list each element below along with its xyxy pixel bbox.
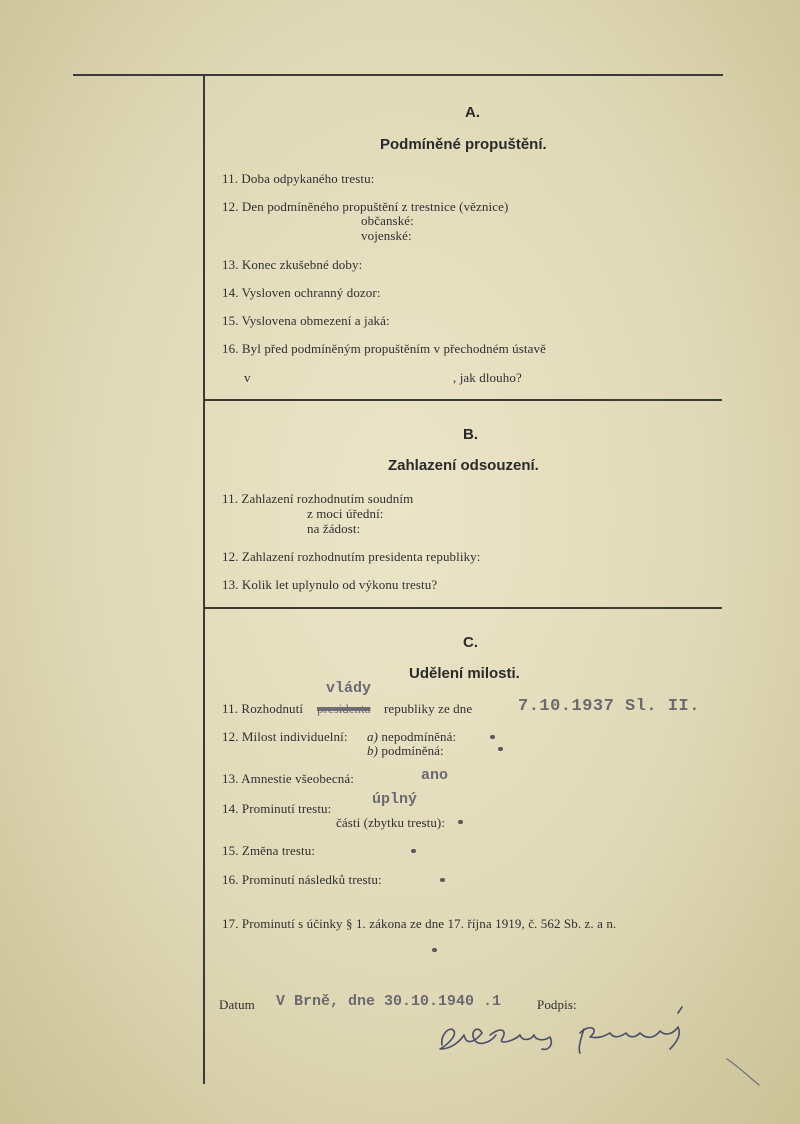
c-item-12-a-marker: a) [367,729,379,744]
c-item-13: 13. Amnestie všeobecná: [222,771,354,786]
c-item-12-a-dash [490,735,495,739]
c-item-17-dash [432,948,437,952]
b-item-11-official: z moci úřední: [307,506,384,521]
a-item-16: 16. Byl před podmíněným propuštěním v přechodném ústavě [222,341,546,356]
rule-a-b [205,399,722,401]
section-a-title: Podmíněné propuštění. [380,136,547,153]
c-item-12-b-label: podmíněná: [381,743,444,758]
c-item-12-b [367,743,444,759]
c-item-14: 14. Prominutí trestu: [222,801,332,816]
c-item-16-dash [440,878,445,882]
c-item-11-typed-above: vlády [326,680,372,697]
c-item-11-prefix: 11. Rozhodnutí [222,701,304,716]
section-c-letter: C. [463,634,478,651]
section-b-letter: B. [463,426,478,443]
rule-b-c [205,607,722,609]
datum-label: Datum [219,997,255,1012]
podpis-label: Podpis: [537,997,577,1012]
c-item-15-dash [411,849,416,853]
b-item-13: 13. Kolik let uplynulo od výkonu trestu? [222,577,438,592]
a-item-16-v: v [244,370,251,385]
section-b-title: Zahlazení odsouzení. [388,457,539,474]
c-item-12-b-dash [498,747,503,751]
a-item-12-civil: občanské: [361,213,414,228]
c-item-12: 12. Milost individuelní: [222,729,348,744]
b-item-12: 12. Zahlazení rozhodnutím presidenta republiky: [222,549,481,564]
a-item-12: 12. Den podmíněného propuštění z trestnice (věznice) [222,199,509,214]
a-item-12-military: vojenské: [361,228,412,243]
c-item-14-value: úplný [372,791,418,808]
c-item-12-a-label: nepodmíněná: [381,729,457,744]
top-rule [73,74,723,76]
c-item-15: 15. Změna trestu: [222,843,316,858]
datum-typed: V Brně, dne 30.10.1940 .1 [276,993,502,1010]
c-item-14-part: části (zbytku trestu): [336,815,446,830]
c-item-11-struck-word: presidenta [317,701,371,716]
c-item-14-dash [458,820,463,824]
a-item-14: 14. Vysloven ochranný dozor: [222,285,381,300]
c-item-12-b-marker: b) [367,743,379,758]
handwritten-signature [430,1005,710,1070]
c-item-11-typed-value: 7.10.1937 Sl. II. [518,697,700,716]
section-a-letter: A. [465,104,480,121]
c-item-17: 17. Prominutí s účinky § 1. zákona ze dne 17. října 1919, č. 562 Sb. z. a n. [222,916,617,931]
b-item-11: 11. Zahlazení rozhodnutím soudním [222,491,414,506]
a-item-13: 13. Konec zkušebné doby: [222,257,363,272]
section-c-title: Udělení milosti. [409,665,520,682]
left-rule [203,76,205,1084]
c-item-11-struck [317,701,370,717]
a-item-16-how-long: , jak dlouho? [453,370,522,385]
a-item-11: 11. Doba odpykaného trestu: [222,171,375,186]
b-item-11-request: na žádost: [307,521,361,536]
c-item-11-suffix: republiky ze dne [384,701,473,716]
pencil-mark [725,1055,765,1090]
a-item-15: 15. Vyslovena obmezení a jaká: [222,313,390,328]
c-item-16: 16. Prominutí následků trestu: [222,872,382,887]
c-item-13-value: ano [421,767,449,784]
